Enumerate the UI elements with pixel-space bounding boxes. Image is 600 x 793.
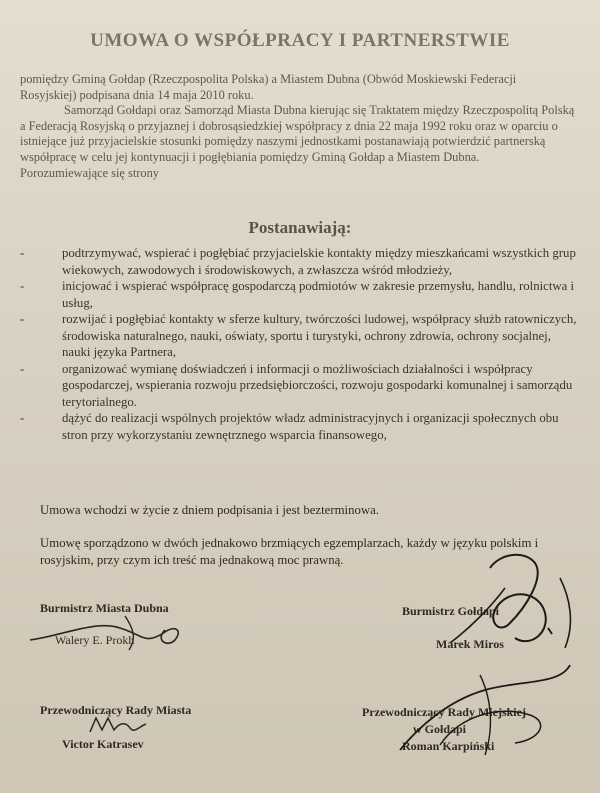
list-item-text: rozwijać i pogłębiać kontakty w sferze kultury, twórczości ludowej, współpracy służb ratowniczych, środowiska naturalnego, nauki, oświaty, sportu i turystyki, ochrony zdrowia, ochrony socjalnej, nauki języka Partnera, bbox=[62, 312, 577, 359]
signatory-title-mayor-goldap: Burmistrz Gołdapi bbox=[402, 604, 500, 618]
signatory-title-council-dubna: Przewodniczący Rady Miasta bbox=[40, 703, 192, 717]
intro-paragraph-sides: Porozumiewające się strony bbox=[20, 165, 160, 180]
list-item-text: inicjować i wspierać współpracę gospodarczą podmiotów w zakresie przemysłu, handlu, rolnictwa i usług, bbox=[62, 279, 575, 310]
list-marker: - bbox=[20, 411, 25, 425]
intro-paragraph-treaty: Samorząd Gołdapi oraz Samorząd Miasta Dubna kierując się Traktatem między Rzeczpospolitą Polską a Federacją Rosyjską o przyjaznej i dobrosąsiedzkiej współpracy z dnia 22 maja 1992 roku oraz w oparciu o istniejące już przyjacielskie stosunki pomiędzy naszymi jednostkami postanawiają potwierdzić partnerską współpracę w celu jej kontynuacji i pogłębiania pomiędzy Gminą Gołdap a Miastem Dubna. bbox=[20, 103, 575, 164]
list-marker: - bbox=[20, 279, 25, 293]
intro-section bbox=[20, 72, 575, 181]
intro-paragraph-parties: pomiędzy Gminą Gołdap (Rzeczpospolita Polska) a Miastem Dubna (Obwód Moskiewski Federacji Rosyjskiej) podpisana dnia 14 maja 2010 roku. bbox=[20, 72, 517, 102]
signature-council-dubna bbox=[88, 712, 148, 738]
copies-clause: Umowę sporządzono w dwóch jednakowo brzmiących egzemplarzach, każdy w języku polskim i rosyjskim, przy czym ich treść ma jednakową moc prawną. bbox=[40, 536, 539, 567]
document-title: UMOWA O WSPÓŁPRACY I PARTNERSTWIE bbox=[90, 30, 510, 51]
list-item bbox=[20, 361, 580, 411]
signature-council-goldap bbox=[390, 655, 580, 760]
resolutions-list bbox=[20, 245, 580, 443]
list-marker: - bbox=[20, 246, 25, 260]
signatory-name-mayor-goldap: Marek Miros bbox=[436, 637, 504, 651]
validity-clause: Umowa wchodzi w życie z dniem podpisania i jest bezterminowa. bbox=[40, 503, 380, 517]
list-item bbox=[20, 311, 580, 361]
signatory-title-council-goldap: Przewodniczący Rady Miejskiej bbox=[362, 705, 526, 719]
signatory-title-mayor-dubna: Burmistrz Miasta Dubna bbox=[40, 601, 169, 615]
list-item bbox=[20, 278, 580, 311]
list-item bbox=[20, 245, 580, 278]
list-item-text: organizować wymianę doświadczeń i informacji o możliwościach działalności i współpracy gospodarczej, wspierania rozwoju przedsiębiorczości, rozwoju gospodarki komunalnej i samorządu terytorialnego. bbox=[62, 361, 573, 409]
signature-mayor-goldap bbox=[430, 548, 590, 658]
list-item-text: podtrzymywać, wspierać i pogłębiać przyjacielskie kontakty między mieszkańcami wszystkich grup wiekowych, zawodowych i środowiskowych, a zwłaszcza wśród młodzieży, bbox=[62, 246, 576, 277]
signature-mayor-dubna bbox=[25, 610, 195, 655]
list-item-text: dążyć do realizacji wspólnych projektów władz administracyjnych i organizacji społecznych obu stron przy wykorzystaniu zewnętrznego wsparcia finansowego, bbox=[62, 411, 559, 442]
signatory-subtitle-council-goldap: w Gołdapi bbox=[413, 722, 467, 736]
list-marker: - bbox=[20, 312, 25, 326]
resolutions-heading: Postanawiają: bbox=[248, 218, 352, 237]
signatory-name-mayor-dubna: Walery E. Prokh bbox=[55, 633, 135, 647]
signatory-name-council-dubna: Victor Katrasev bbox=[62, 737, 144, 751]
list-marker: - bbox=[20, 361, 25, 376]
signatory-name-council-goldap: Roman Karpiński bbox=[402, 739, 495, 753]
list-item bbox=[20, 410, 580, 443]
